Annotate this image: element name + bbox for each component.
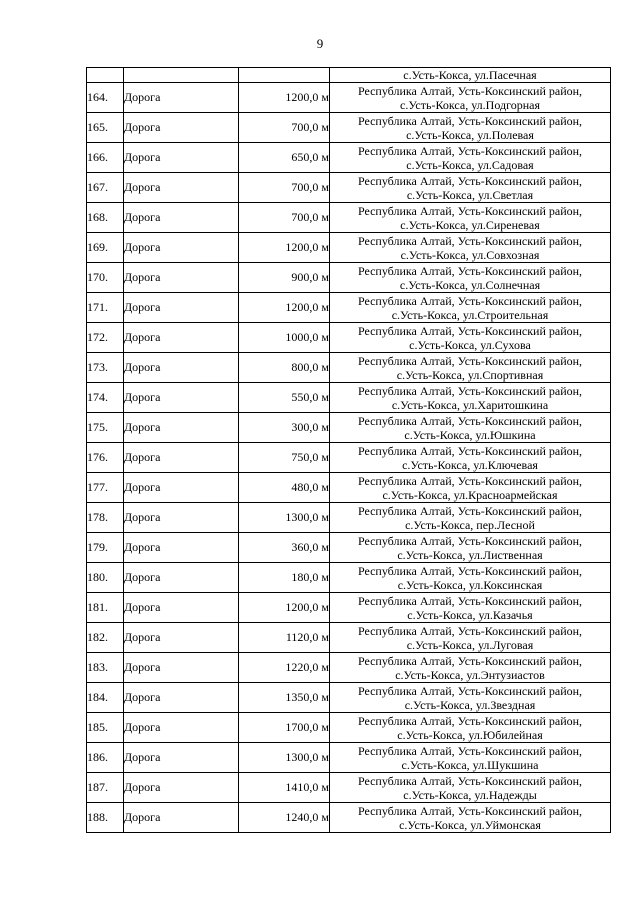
road-length: 900,0 м	[239, 263, 330, 293]
road-length: 1240,0 м	[239, 803, 330, 833]
continued-name-cell	[124, 68, 239, 83]
address-line-region: Республика Алтай, Усть-Коксинский район,	[357, 503, 583, 518]
address-line-region: Республика Алтай, Усть-Коксинский район,	[357, 743, 583, 758]
table-row	[87, 443, 611, 473]
address-line-street: с.Усть-Кокса, ул.Подгорная	[400, 97, 540, 112]
address-line-street: с.Усть-Кокса, ул.Сухова	[409, 337, 531, 352]
object-name: Дорога	[124, 113, 239, 143]
road-length: 1700,0 м	[239, 713, 330, 743]
address-line-street: с.Усть-Кокса, ул.Сиреневая	[400, 217, 540, 232]
table-row	[87, 113, 611, 143]
address-line-street: с.Усть-Кокса, ул.Совхозная	[400, 247, 540, 262]
object-name: Дорога	[124, 653, 239, 683]
object-name: Дорога	[124, 773, 239, 803]
object-address	[330, 323, 611, 353]
road-length: 1300,0 м	[239, 503, 330, 533]
address-line-street: с.Усть-Кокса, ул.Энтузиастов	[395, 667, 545, 682]
road-length: 1300,0 м	[239, 743, 330, 773]
table-row	[87, 653, 611, 683]
table-row	[87, 503, 611, 533]
address-line-street: с.Усть-Кокса, ул.Полевая	[406, 127, 534, 142]
object-address	[330, 803, 611, 833]
object-address	[330, 413, 611, 443]
table-row	[87, 473, 611, 503]
object-address	[330, 653, 611, 683]
row-number: 168.	[87, 203, 124, 233]
object-address	[330, 113, 611, 143]
address-line-region: Республика Алтай, Усть-Коксинский район,	[357, 113, 583, 128]
road-registry-table	[86, 67, 611, 833]
address-line-region: Республика Алтай, Усть-Коксинский район,	[357, 533, 583, 548]
object-address	[330, 443, 611, 473]
address-line-region: Республика Алтай, Усть-Коксинский район,	[357, 713, 583, 728]
row-number: 182.	[87, 623, 124, 653]
road-length: 300,0 м	[239, 413, 330, 443]
address-line-region: Республика Алтай, Усть-Коксинский район,	[357, 353, 583, 368]
road-length: 180,0 м	[239, 563, 330, 593]
table-row	[87, 743, 611, 773]
object-address	[330, 263, 611, 293]
table-row	[87, 143, 611, 173]
object-address	[330, 473, 611, 503]
object-name: Дорога	[124, 203, 239, 233]
object-name: Дорога	[124, 353, 239, 383]
road-length: 360,0 м	[239, 533, 330, 563]
row-number: 171.	[87, 293, 124, 323]
continued-address-cell: с.Усть-Кокса, ул.Пасечная	[330, 68, 611, 83]
address-line-region: Республика Алтай, Усть-Коксинский район,	[357, 173, 583, 188]
table-row	[87, 323, 611, 353]
road-length: 1000,0 м	[239, 323, 330, 353]
address-line-street: с.Усть-Кокса, ул.Луговая	[406, 637, 534, 652]
table-row	[87, 173, 611, 203]
address-line-street: с.Усть-Кокса, ул.Уймонская	[399, 817, 541, 832]
table-row	[87, 383, 611, 413]
continued-length-cell	[239, 68, 330, 83]
object-address	[330, 683, 611, 713]
row-number: 187.	[87, 773, 124, 803]
table-row	[87, 353, 611, 383]
object-address	[330, 593, 611, 623]
road-length: 750,0 м	[239, 443, 330, 473]
object-name: Дорога	[124, 413, 239, 443]
object-name: Дорога	[124, 473, 239, 503]
object-address	[330, 83, 611, 113]
address-line-street: с.Усть-Кокса, ул.Красноармейская	[382, 487, 558, 502]
object-address	[330, 173, 611, 203]
row-number: 180.	[87, 563, 124, 593]
address-line-region: Республика Алтай, Усть-Коксинский район,	[357, 263, 583, 278]
address-line-street: с.Усть-Кокса, ул.Юшкина	[404, 427, 536, 442]
object-name: Дорога	[124, 263, 239, 293]
address-line-region: Республика Алтай, Усть-Коксинский район,	[357, 83, 583, 98]
address-line-street: с.Усть-Кокса, ул.Звездная	[404, 697, 536, 712]
object-name: Дорога	[124, 713, 239, 743]
address-line-region: Республика Алтай, Усть-Коксинский район,	[357, 563, 583, 578]
object-address	[330, 713, 611, 743]
row-number: 186.	[87, 743, 124, 773]
row-number: 183.	[87, 653, 124, 683]
object-name: Дорога	[124, 533, 239, 563]
road-length: 550,0 м	[239, 383, 330, 413]
row-number: 169.	[87, 233, 124, 263]
address-line-region: Республика Алтай, Усть-Коксинский район,	[357, 803, 583, 818]
row-number: 175.	[87, 413, 124, 443]
address-line-street: с.Усть-Кокса, ул.Харитошкина	[391, 397, 549, 412]
row-number: 184.	[87, 683, 124, 713]
address-line-region: Республика Алтай, Усть-Коксинский район,	[357, 413, 583, 428]
address-line-street: с.Усть-Кокса, ул.Солнечная	[399, 277, 541, 292]
object-name: Дорога	[124, 743, 239, 773]
table-row	[87, 203, 611, 233]
table-row	[87, 593, 611, 623]
object-name: Дорога	[124, 323, 239, 353]
row-number: 165.	[87, 113, 124, 143]
address-line-street: с.Усть-Кокса, пер.Лесной	[405, 517, 535, 532]
road-length: 1200,0 м	[239, 293, 330, 323]
road-length: 700,0 м	[239, 203, 330, 233]
road-length: 1200,0 м	[239, 233, 330, 263]
road-length: 1220,0 м	[239, 653, 330, 683]
address-line-street: с.Усть-Кокса, ул.Юбилейная	[397, 727, 543, 742]
continued-num-cell	[87, 68, 124, 83]
object-address	[330, 293, 611, 323]
address-line-region: Республика Алтай, Усть-Коксинский район,	[357, 653, 583, 668]
object-name: Дорога	[124, 143, 239, 173]
object-address	[330, 533, 611, 563]
row-number: 174.	[87, 383, 124, 413]
road-length: 700,0 м	[239, 113, 330, 143]
address-line-region: Республика Алтай, Усть-Коксинский район,	[357, 773, 583, 788]
table-row	[87, 563, 611, 593]
object-address	[330, 773, 611, 803]
object-address	[330, 503, 611, 533]
object-address	[330, 743, 611, 773]
object-address	[330, 143, 611, 173]
row-number: 178.	[87, 503, 124, 533]
table-row	[87, 413, 611, 443]
row-number: 173.	[87, 353, 124, 383]
object-address	[330, 233, 611, 263]
table-row	[87, 263, 611, 293]
address-line-region: Республика Алтай, Усть-Коксинский район,	[357, 203, 583, 218]
address-line-street: с.Усть-Кокса, ул.Шукшина	[401, 757, 539, 772]
table-row	[87, 773, 611, 803]
address-line-street: с.Усть-Кокса, ул.Надежды	[403, 787, 537, 802]
address-line-street: с.Усть-Кокса, ул.Светлая	[406, 187, 534, 202]
object-address	[330, 623, 611, 653]
object-name: Дорога	[124, 563, 239, 593]
road-length: 700,0 м	[239, 173, 330, 203]
table-row	[87, 623, 611, 653]
address-line-region: Республика Алтай, Усть-Коксинский район,	[357, 323, 583, 338]
road-length: 1350,0 м	[239, 683, 330, 713]
object-name: Дорога	[124, 383, 239, 413]
table-row	[87, 83, 611, 113]
row-number: 164.	[87, 83, 124, 113]
object-name: Дорога	[124, 83, 239, 113]
object-name: Дорога	[124, 503, 239, 533]
table-row	[87, 713, 611, 743]
table-row	[87, 683, 611, 713]
address-line-street: с.Усть-Кокса, ул.Коксинская	[397, 577, 543, 592]
page-number: 9	[316, 36, 324, 51]
address-line-region: Республика Алтай, Усть-Коксинский район,	[357, 293, 583, 308]
object-name: Дорога	[124, 173, 239, 203]
address-line-region: Республика Алтай, Усть-Коксинский район,	[357, 233, 583, 248]
address-line-street: с.Усть-Кокса, ул.Ключевая	[402, 457, 538, 472]
object-name: Дорога	[124, 803, 239, 833]
row-number: 179.	[87, 533, 124, 563]
object-address	[330, 563, 611, 593]
table-row	[87, 803, 611, 833]
address-line-street: с.Усть-Кокса, ул.Строительная	[391, 307, 549, 322]
row-number: 181.	[87, 593, 124, 623]
object-name: Дорога	[124, 683, 239, 713]
address-line-region: Республика Алтай, Усть-Коксинский район,	[357, 593, 583, 608]
address-line-street: с.Усть-Кокса, ул.Лиственная	[397, 547, 543, 562]
row-number: 172.	[87, 323, 124, 353]
road-length: 1200,0 м	[239, 83, 330, 113]
row-number: 167.	[87, 173, 124, 203]
object-address	[330, 353, 611, 383]
object-name: Дорога	[124, 443, 239, 473]
row-number: 188.	[87, 803, 124, 833]
address-line-region: Республика Алтай, Усть-Коксинский район,	[357, 683, 583, 698]
table-row	[87, 533, 611, 563]
address-line-street: с.Усть-Кокса, ул.Спортивная	[396, 367, 544, 382]
row-number: 166.	[87, 143, 124, 173]
object-name: Дорога	[124, 293, 239, 323]
object-name: Дорога	[124, 623, 239, 653]
row-number: 176.	[87, 443, 124, 473]
row-number: 177.	[87, 473, 124, 503]
road-length: 800,0 м	[239, 353, 330, 383]
road-length: 1410,0 м	[239, 773, 330, 803]
address-line-street: с.Усть-Кокса, ул.Казачья	[407, 607, 533, 622]
table-row	[87, 233, 611, 263]
object-name: Дорога	[124, 593, 239, 623]
address-line-region: Республика Алтай, Усть-Коксинский район,	[357, 473, 583, 488]
row-number: 185.	[87, 713, 124, 743]
object-address	[330, 203, 611, 233]
continued-row	[87, 68, 611, 83]
road-length: 1200,0 м	[239, 593, 330, 623]
road-length: 650,0 м	[239, 143, 330, 173]
table-row	[87, 293, 611, 323]
row-number: 170.	[87, 263, 124, 293]
road-length: 1120,0 м	[239, 623, 330, 653]
address-line-region: Республика Алтай, Усть-Коксинский район,	[357, 143, 583, 158]
address-line-street: с.Усть-Кокса, ул.Садовая	[406, 157, 534, 172]
object-name: Дорога	[124, 233, 239, 263]
road-length: 480,0 м	[239, 473, 330, 503]
address-line-region: Республика Алтай, Усть-Коксинский район,	[357, 443, 583, 458]
registry-body	[87, 68, 611, 833]
address-line-region: Республика Алтай, Усть-Коксинский район,	[357, 383, 583, 398]
address-line-region: Республика Алтай, Усть-Коксинский район,	[357, 623, 583, 638]
object-address	[330, 383, 611, 413]
